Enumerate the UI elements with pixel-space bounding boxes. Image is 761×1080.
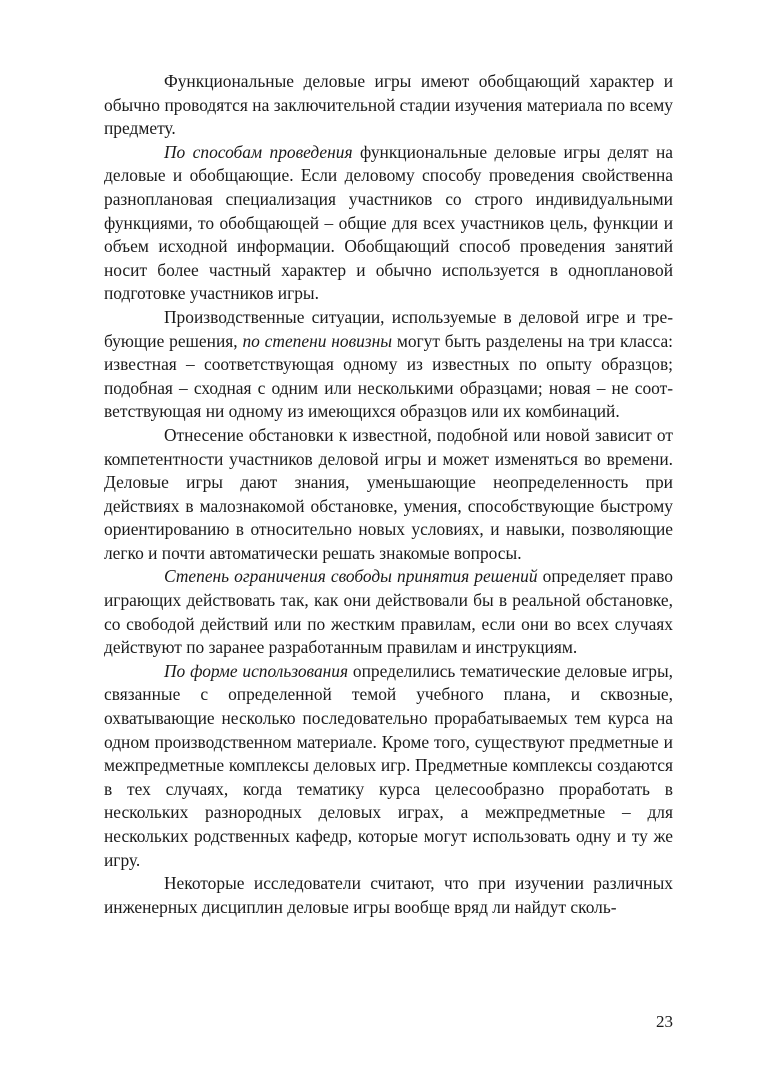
paragraph-4 (104, 424, 673, 566)
paragraph-1 (104, 70, 673, 141)
paragraph-3-emphasis: по степени новизны (242, 330, 392, 351)
paragraph-3-text-before: Производственные ситуации, используемые в деловой игре и требующие решения, (104, 306, 673, 351)
paragraph-1-text: Функциональные деловые игры имеют обобщающий характер и обычно проводятся на заключительной стадии изучения материала по всему предмету. (104, 71, 673, 139)
paragraph-6-text: определились тематические деловые игры, связанные с определенной темой учебного плана, и сквозные, охватывающие несколько последовательно прорабатываемых тем курса на одном производственном материале. Кроме того, существуют предметные и межпредметные комплексы деловых игр. Предметные комплексы создаются в тех случаях, когда тематику курса целесообразно проработать в нескольких разнородных деловых играх, а межпредметные – для нескольких родственных кафедр, которые могут использовать одну и ту же игру. (104, 660, 673, 870)
paragraph-3 (104, 306, 673, 424)
paragraph-3-text-after: могут быть разделены на три класса: известная – соответствующая одному из известных по опыту образцов; подобная – сходная с одним или несколькими образцами; новая – не соответствующая ни одному из имеющихся образцов или их комбинаций. (104, 330, 673, 422)
paragraph-5 (104, 565, 673, 659)
paragraph-2 (104, 141, 673, 306)
paragraph-7 (104, 872, 673, 919)
paragraph-4-text: Отнесение обстановки к известной, подобной или новой зависит от компетентности участников деловой игры и может изменяться во времени. Деловые игры дают знания, уменьшающие неопределенность при действиях в малознакомой обстановке, умения, способствующие быстрому ориентированию в относительно новых условиях, и навыки, позволяющие легко и почти автоматически решать знакомые вопросы. (104, 424, 673, 563)
page-number: 23 (656, 1012, 673, 1031)
paragraph-5-text: определяет право играющих действовать так, как они действовали бы в реальной обстановке, со свободой действий или по жестким правилам, если они во всех случаях действуют по заранее разработанным правилам и инструкциям. (104, 566, 673, 658)
paragraph-6-emphasis: По форме использования (164, 660, 349, 681)
paragraph-2-text: функциональные деловые игры делят на деловые и обобщающие. Если деловому способу проведения свойственна разноплановая специализация участников со строго индивидуальными функциями, то обобщающей – общие для всех участников цель, функции и объем исходной информации. Обобщающий способ проведения занятий носит более частный характер и обычно используется в одноплановой подготовке участников игры. (104, 141, 674, 304)
paragraph-2-emphasis: По способам проведения (164, 141, 353, 162)
paragraph-5-emphasis: Степень ограничения свободы принятия решений (164, 566, 538, 587)
paragraph-6 (104, 660, 673, 872)
paragraph-7-text: Некоторые исследователи считают, что при изучении различных инженерных дисциплин деловые игры вообще вряд ли найдут сколь- (104, 873, 673, 917)
page-body (104, 70, 673, 919)
